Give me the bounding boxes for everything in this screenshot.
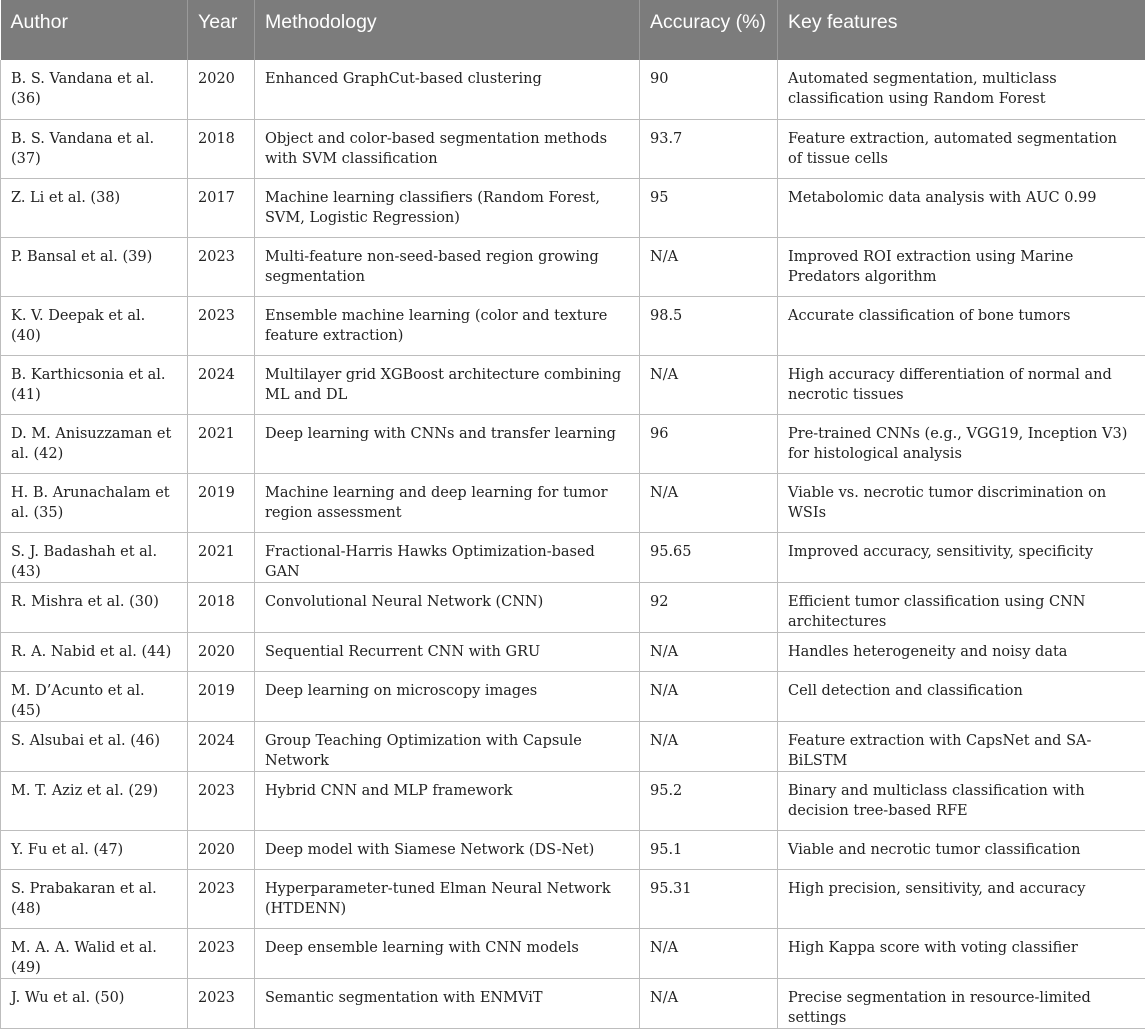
cell-methodology: Deep ensemble learning with CNN models	[255, 928, 640, 978]
cell-features: Binary and multiclass classification with decision tree-based RFE	[778, 771, 1145, 830]
cell-accuracy: 95.65	[640, 532, 778, 582]
cell-author: J. Wu et al. (50)	[1, 978, 188, 1028]
cell-methodology: Semantic segmentation with ENMViT	[255, 978, 640, 1028]
cell-methodology: Object and color-based segmentation methods with SVM classification	[255, 119, 640, 178]
cell-methodology: Sequential Recurrent CNN with GRU	[255, 632, 640, 671]
header-methodology: Methodology	[255, 0, 640, 60]
cell-methodology: Group Teaching Optimization with Capsule Network	[255, 721, 640, 771]
table-row	[1, 119, 1145, 178]
table-row	[1, 532, 1145, 582]
cell-features: High precision, sensitivity, and accuracy	[778, 869, 1145, 928]
cell-features: Improved ROI extraction using Marine Predators algorithm	[778, 237, 1145, 296]
table-header	[1, 0, 1145, 60]
cell-author: P. Bansal et al. (39)	[1, 237, 188, 296]
cell-accuracy: 95.31	[640, 869, 778, 928]
cell-methodology: Hyperparameter-tuned Elman Neural Network (HTDENN)	[255, 869, 640, 928]
cell-year: 2017	[188, 178, 255, 237]
header-row	[1, 0, 1145, 60]
table-row	[1, 978, 1145, 1028]
cell-accuracy: 96	[640, 414, 778, 473]
cell-author: K. V. Deepak et al. (40)	[1, 296, 188, 355]
table-row	[1, 582, 1145, 632]
cell-accuracy: 95.1	[640, 830, 778, 869]
cell-year: 2023	[188, 771, 255, 830]
cell-features: Metabolomic data analysis with AUC 0.99	[778, 178, 1145, 237]
cell-author: B. S. Vandana et al. (37)	[1, 119, 188, 178]
cell-year: 2023	[188, 978, 255, 1028]
cell-methodology: Deep model with Siamese Network (DS-Net)	[255, 830, 640, 869]
cell-author: H. B. Arunachalam et al. (35)	[1, 473, 188, 532]
cell-methodology: Machine learning classifiers (Random Forest, SVM, Logistic Regression)	[255, 178, 640, 237]
cell-year: 2023	[188, 928, 255, 978]
cell-author: B. Karthicsonia et al. (41)	[1, 355, 188, 414]
cell-features: Cell detection and classification	[778, 671, 1145, 721]
cell-methodology: Deep learning with CNNs and transfer learning	[255, 414, 640, 473]
cell-features: High accuracy differentiation of normal and necrotic tissues	[778, 355, 1145, 414]
cell-author: S. Alsubai et al. (46)	[1, 721, 188, 771]
cell-accuracy: N/A	[640, 237, 778, 296]
cell-year: 2024	[188, 355, 255, 414]
cell-author: S. Prabakaran et al. (48)	[1, 869, 188, 928]
table-row	[1, 60, 1145, 119]
cell-year: 2023	[188, 237, 255, 296]
cell-methodology: Deep learning on microscopy images	[255, 671, 640, 721]
cell-year: 2019	[188, 473, 255, 532]
table-body	[1, 60, 1145, 1028]
cell-methodology: Multilayer grid XGBoost architecture combining ML and DL	[255, 355, 640, 414]
cell-methodology: Fractional-Harris Hawks Optimization-based GAN	[255, 532, 640, 582]
cell-year: 2020	[188, 60, 255, 119]
cell-methodology: Multi-feature non-seed-based region growing segmentation	[255, 237, 640, 296]
cell-year: 2018	[188, 119, 255, 178]
cell-year: 2018	[188, 582, 255, 632]
cell-features: Accurate classification of bone tumors	[778, 296, 1145, 355]
cell-year: 2023	[188, 296, 255, 355]
cell-author: M. A. A. Walid et al. (49)	[1, 928, 188, 978]
cell-features: Efficient tumor classification using CNN architectures	[778, 582, 1145, 632]
table-row	[1, 296, 1145, 355]
cell-year: 2021	[188, 414, 255, 473]
cell-features: Improved accuracy, sensitivity, specificity	[778, 532, 1145, 582]
cell-features: Precise segmentation in resource-limited settings	[778, 978, 1145, 1028]
cell-methodology: Ensemble machine learning (color and texture feature extraction)	[255, 296, 640, 355]
cell-author: S. J. Badashah et al. (43)	[1, 532, 188, 582]
cell-accuracy: N/A	[640, 721, 778, 771]
cell-author: D. M. Anisuzzaman et al. (42)	[1, 414, 188, 473]
table-row	[1, 178, 1145, 237]
cell-methodology: Enhanced GraphCut-based clustering	[255, 60, 640, 119]
table-row	[1, 473, 1145, 532]
cell-year: 2021	[188, 532, 255, 582]
cell-year: 2019	[188, 671, 255, 721]
table-row	[1, 671, 1145, 721]
table-row	[1, 355, 1145, 414]
cell-accuracy: N/A	[640, 632, 778, 671]
table-row	[1, 632, 1145, 671]
header-year: Year	[188, 0, 255, 60]
cell-methodology: Convolutional Neural Network (CNN)	[255, 582, 640, 632]
cell-features: Pre-trained CNNs (e.g., VGG19, Inception V3) for histological analysis	[778, 414, 1145, 473]
header-author: Author	[1, 0, 188, 60]
cell-accuracy: 95.2	[640, 771, 778, 830]
cell-year: 2020	[188, 830, 255, 869]
cell-features: Handles heterogeneity and noisy data	[778, 632, 1145, 671]
cell-author: M. D’Acunto et al. (45)	[1, 671, 188, 721]
cell-features: High Kappa score with voting classifier	[778, 928, 1145, 978]
cell-author: Z. Li et al. (38)	[1, 178, 188, 237]
cell-accuracy: 93.7	[640, 119, 778, 178]
cell-features: Viable vs. necrotic tumor discrimination on WSIs	[778, 473, 1145, 532]
cell-features: Feature extraction, automated segmentation of tissue cells	[778, 119, 1145, 178]
cell-author: R. A. Nabid et al. (44)	[1, 632, 188, 671]
cell-accuracy: 90	[640, 60, 778, 119]
cell-methodology: Hybrid CNN and MLP framework	[255, 771, 640, 830]
table-row	[1, 721, 1145, 771]
cell-accuracy: 98.5	[640, 296, 778, 355]
cell-year: 2024	[188, 721, 255, 771]
cell-accuracy: 95	[640, 178, 778, 237]
cell-accuracy: 92	[640, 582, 778, 632]
cell-accuracy: N/A	[640, 928, 778, 978]
cell-features: Viable and necrotic tumor classification	[778, 830, 1145, 869]
cell-features: Feature extraction with CapsNet and SA-BiLSTM	[778, 721, 1145, 771]
cell-methodology: Machine learning and deep learning for tumor region assessment	[255, 473, 640, 532]
table-row	[1, 830, 1145, 869]
cell-accuracy: N/A	[640, 355, 778, 414]
table-row	[1, 771, 1145, 830]
table-row	[1, 869, 1145, 928]
cell-author: Y. Fu et al. (47)	[1, 830, 188, 869]
cell-accuracy: N/A	[640, 473, 778, 532]
cell-year: 2020	[188, 632, 255, 671]
cell-author: M. T. Aziz et al. (29)	[1, 771, 188, 830]
header-accuracy: Accuracy (%)	[640, 0, 778, 60]
cell-accuracy: N/A	[640, 671, 778, 721]
table-row	[1, 237, 1145, 296]
header-key-features: Key features	[778, 0, 1145, 60]
cell-author: R. Mishra et al. (30)	[1, 582, 188, 632]
cell-features: Automated segmentation, multiclass classification using Random Forest	[778, 60, 1145, 119]
cell-year: 2023	[188, 869, 255, 928]
cell-author: B. S. Vandana et al. (36)	[1, 60, 188, 119]
cell-accuracy: N/A	[640, 978, 778, 1028]
table-row	[1, 414, 1145, 473]
